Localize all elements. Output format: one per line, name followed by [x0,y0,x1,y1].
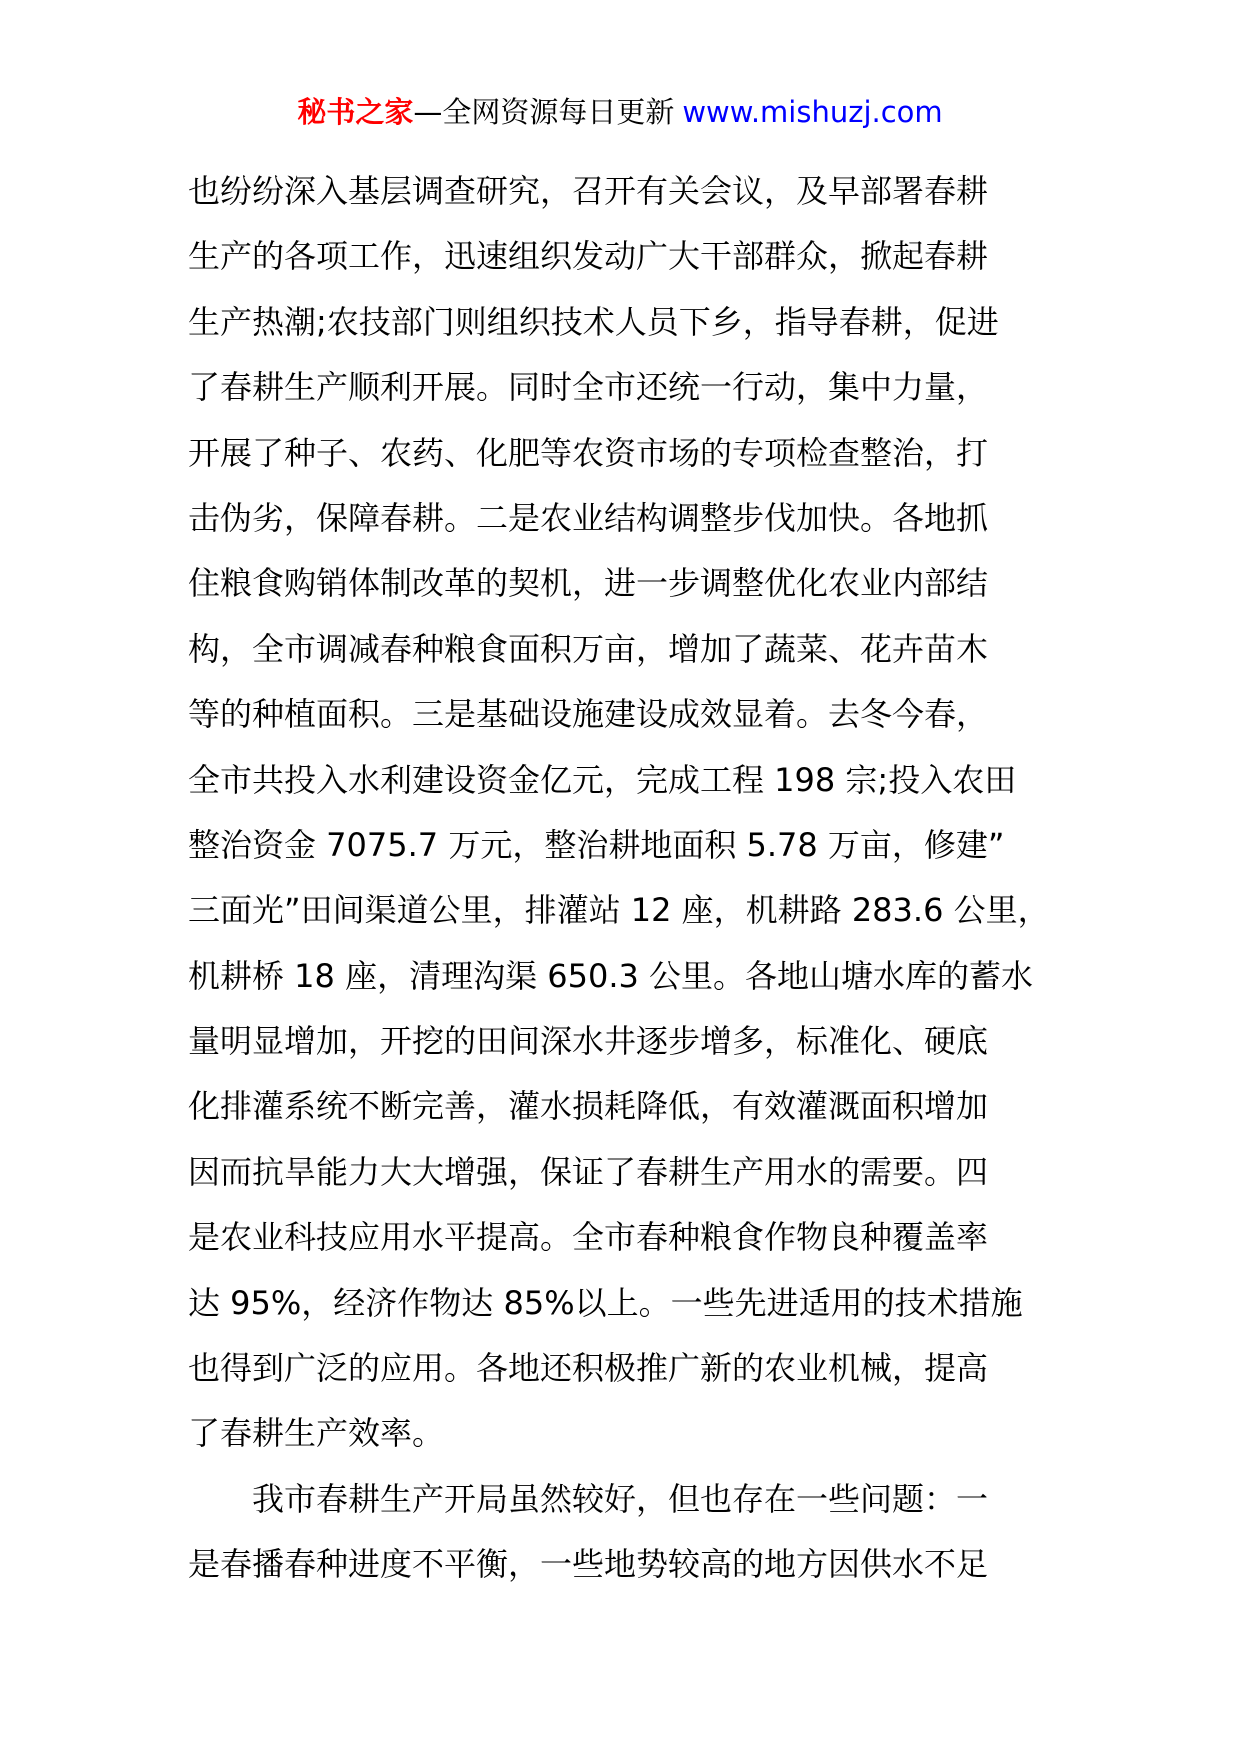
text-line: 三面光”田间渠道公里，排灌站 12 座，机耕路 283.6 公里， [188,891,1050,930]
text-line: 是农业科技应用水平提高。全市春种粮食作物良种覆盖率 [188,1218,989,1257]
text-line: 等的种植面积。三是基础设施建设成效显着。去冬今春， [188,695,989,734]
text-line: 也得到广泛的应用。各地还积极推广新的农业机械，提高 [188,1349,989,1388]
text-line: 是春播春种进度不平衡，一些地势较高的地方因供水不足 [188,1545,989,1584]
text-line: 了春耕生产效率。 [188,1414,445,1453]
site-brand: 秘书之家 [297,95,414,129]
text-line: 因而抗旱能力大大增强，保证了春耕生产用水的需要。四 [188,1152,989,1191]
text-line: 我市春耕生产开局虽然较好，但也存在一些问题：一 [252,1479,989,1518]
text-line: 达 95%，经济作物达 85%以上。一些先进适用的技术措施 [188,1283,1023,1322]
text-line: 生产的各项工作，迅速组织发动广大干部群众，掀起春耕 [188,237,989,276]
text-line: 生产热潮;农技部门则组织技术人员下乡，指导春耕，促进 [188,302,999,341]
text-line: 击伪劣，保障春耕。二是农业结构调整步伐加快。各地抓 [188,498,989,537]
text-line: 开展了种子、农药、化肥等农资市场的专项检查整治，打 [188,433,989,472]
text-line: 整治资金 7075.7 万元，整治耕地面积 5.78 万亩，修建” [188,825,1005,864]
site-url-link[interactable]: www.mishuzj.com [682,95,943,129]
text-line: 全市共投入水利建设资金亿元，完成工程 198 宗;投入农田 [188,760,1017,799]
text-line: 量明显增加，开挖的田间深水井逐步增多，标准化、硬底 [188,1022,989,1061]
paragraph-1 [188,159,1088,1467]
text-line: 也纷纷深入基层调查研究，召开有关会议，及早部署春耕 [188,172,989,210]
document-body [188,159,1088,1598]
paragraph-2 [188,1467,1088,1598]
site-header [0,92,1240,132]
text-line: 了春耕生产顺利开展。同时全市还统一行动，集中力量， [188,368,989,407]
text-line: 构，全市调减春种粮食面积万亩，增加了蔬菜、花卉苗木 [188,629,989,668]
text-line: 机耕桥 18 座，清理沟渠 650.3 公里。各地山塘水库的蓄水 [188,956,1034,995]
text-line: 住粮食购销体制改革的契机，进一步调整优化农业内部结 [188,564,989,603]
text-line: 化排灌系统不断完善，灌水损耗降低，有效灌溉面积增加 [188,1087,989,1126]
site-tagline: —全网资源每日更新 [413,95,675,129]
